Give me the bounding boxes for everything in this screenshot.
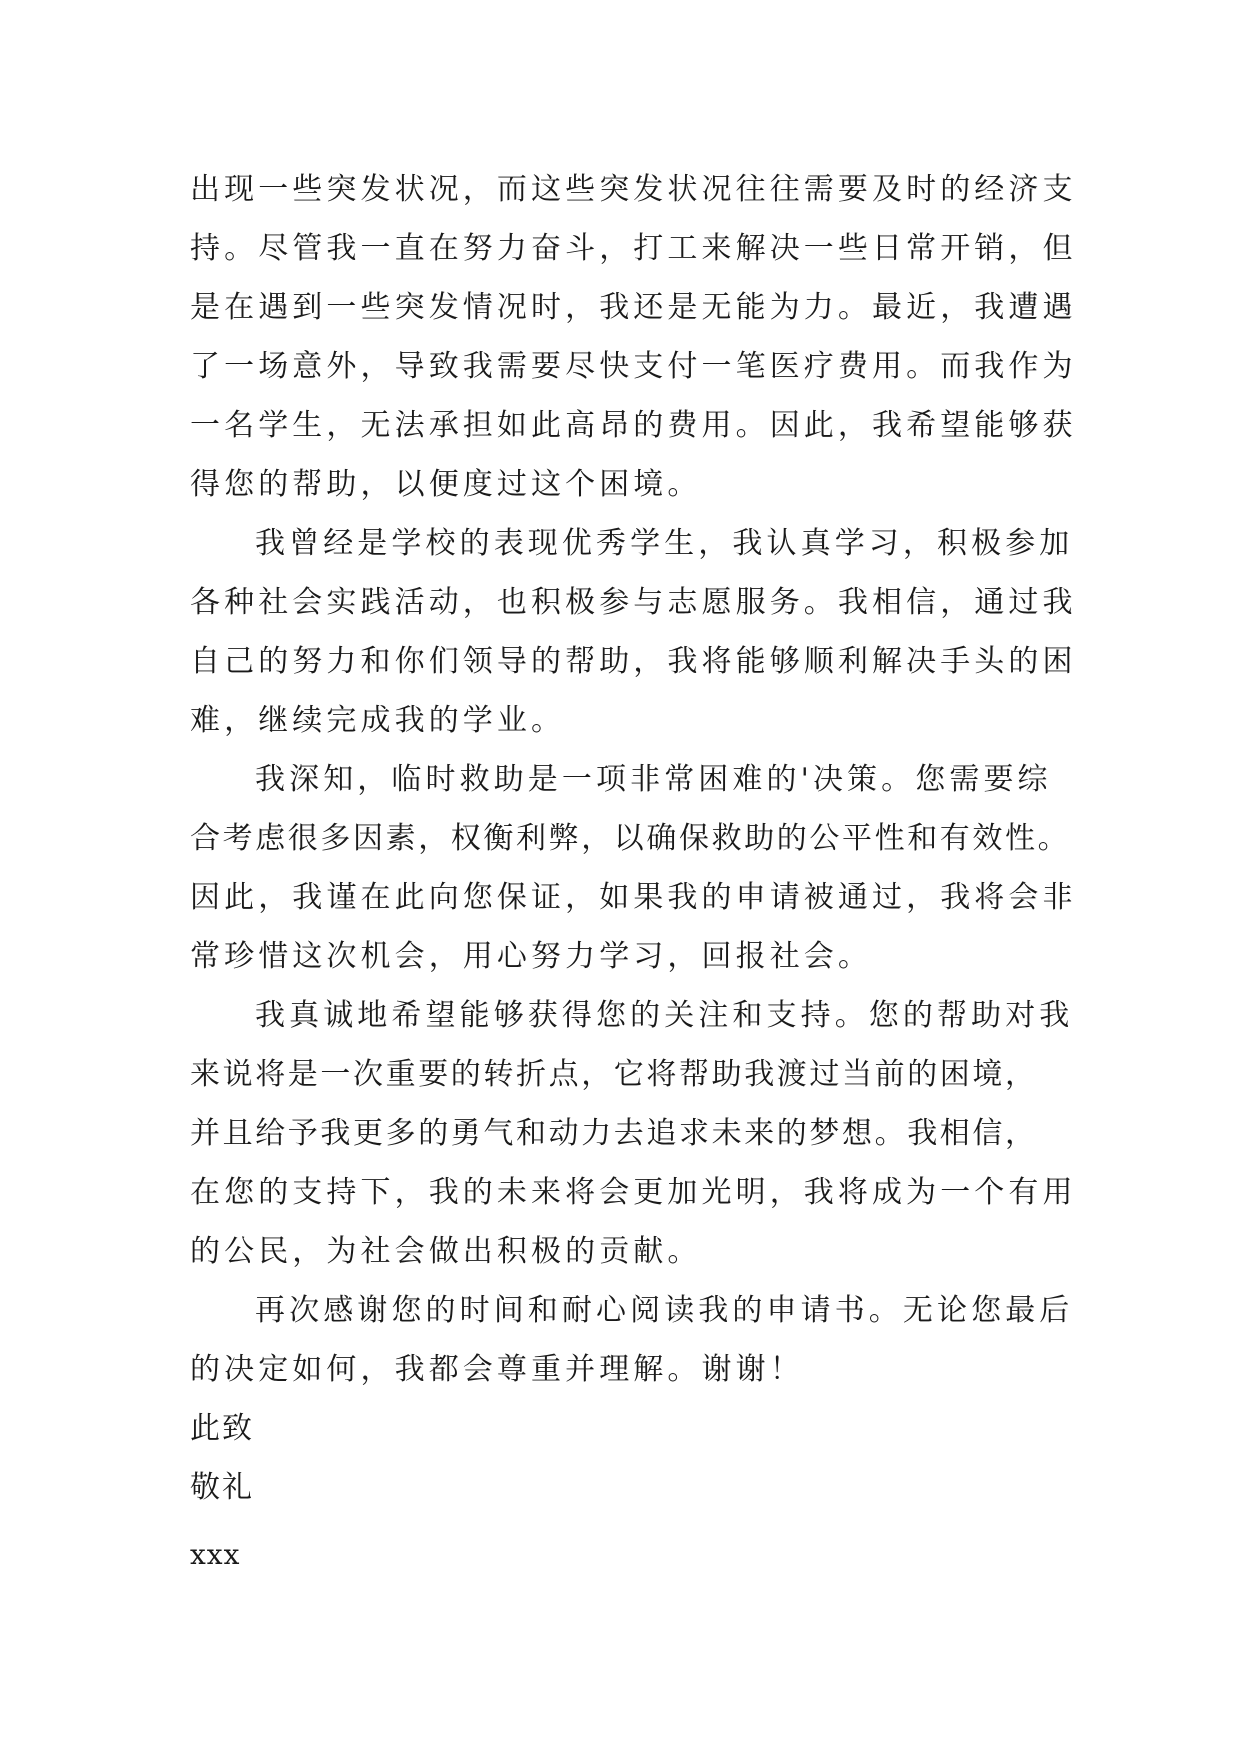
paragraph-start-line: 我曾经是学校的表现优秀学生，我认真学习，积极参加 [255, 526, 1074, 561]
text-line: 出现一些突发状况，而这些突发状况往往需要及时的经济支 [190, 172, 1077, 207]
text-line: 因此，我谨在此向您保证，如果我的申请被通过，我将会非 [190, 880, 1077, 915]
text-line: 持。尽管我一直在努力奋斗，打工来解决一些日常开销，但 [190, 231, 1077, 266]
paragraph-start-line: 我真诚地希望能够获得您的关注和支持。您的帮助对我 [255, 998, 1074, 1033]
text-line: 是在遇到一些突发情况时，我还是无能为力。最近，我遭遇 [190, 290, 1077, 325]
text-line: 的决定如何，我都会尊重并理解。谢谢！ [190, 1352, 804, 1387]
text-line: 各种社会实践活动，也积极参与志愿服务。我相信，通过我 [190, 585, 1077, 620]
text-line: 了一场意外，导致我需要尽快支付一笔医疗费用。而我作为 [190, 349, 1077, 384]
signature: xxx [190, 1538, 241, 1571]
text-line: 合考虑很多因素，权衡利弊，以确保救助的公平性和有效性。 [190, 821, 1071, 856]
text-line: 来说将是一次重要的转折点，它将帮助我渡过当前的困境， [190, 1057, 1038, 1092]
paragraph-start-line: 再次感谢您的时间和耐心阅读我的申请书。无论您最后 [255, 1293, 1074, 1328]
text-line: 得您的帮助，以便度过这个困境。 [190, 467, 702, 502]
text-line: 的公民，为社会做出积极的贡献。 [190, 1234, 702, 1269]
text-line: 自己的努力和你们领导的帮助，我将能够顺利解决手头的困 [190, 644, 1077, 679]
letter-body [190, 160, 1077, 1584]
paragraph-start-line: 我深知，临时救助是一项非常困难的'决策。您需要综 [255, 762, 1052, 797]
text-line: 在您的支持下，我的未来将会更加光明，我将成为一个有用 [190, 1175, 1077, 1210]
closing-salutation: 此致 [190, 1411, 254, 1446]
text-line: 一名学生，无法承担如此高昂的费用。因此，我希望能够获 [190, 408, 1077, 443]
text-line: 常珍惜这次机会，用心努力学习，回报社会。 [190, 939, 872, 974]
closing-regards: 敬礼 [190, 1470, 254, 1505]
text-line: 并且给予我更多的勇气和动力去追求未来的梦想。我相信， [190, 1116, 1038, 1151]
text-line: 难，继续完成我的学业。 [190, 703, 566, 738]
